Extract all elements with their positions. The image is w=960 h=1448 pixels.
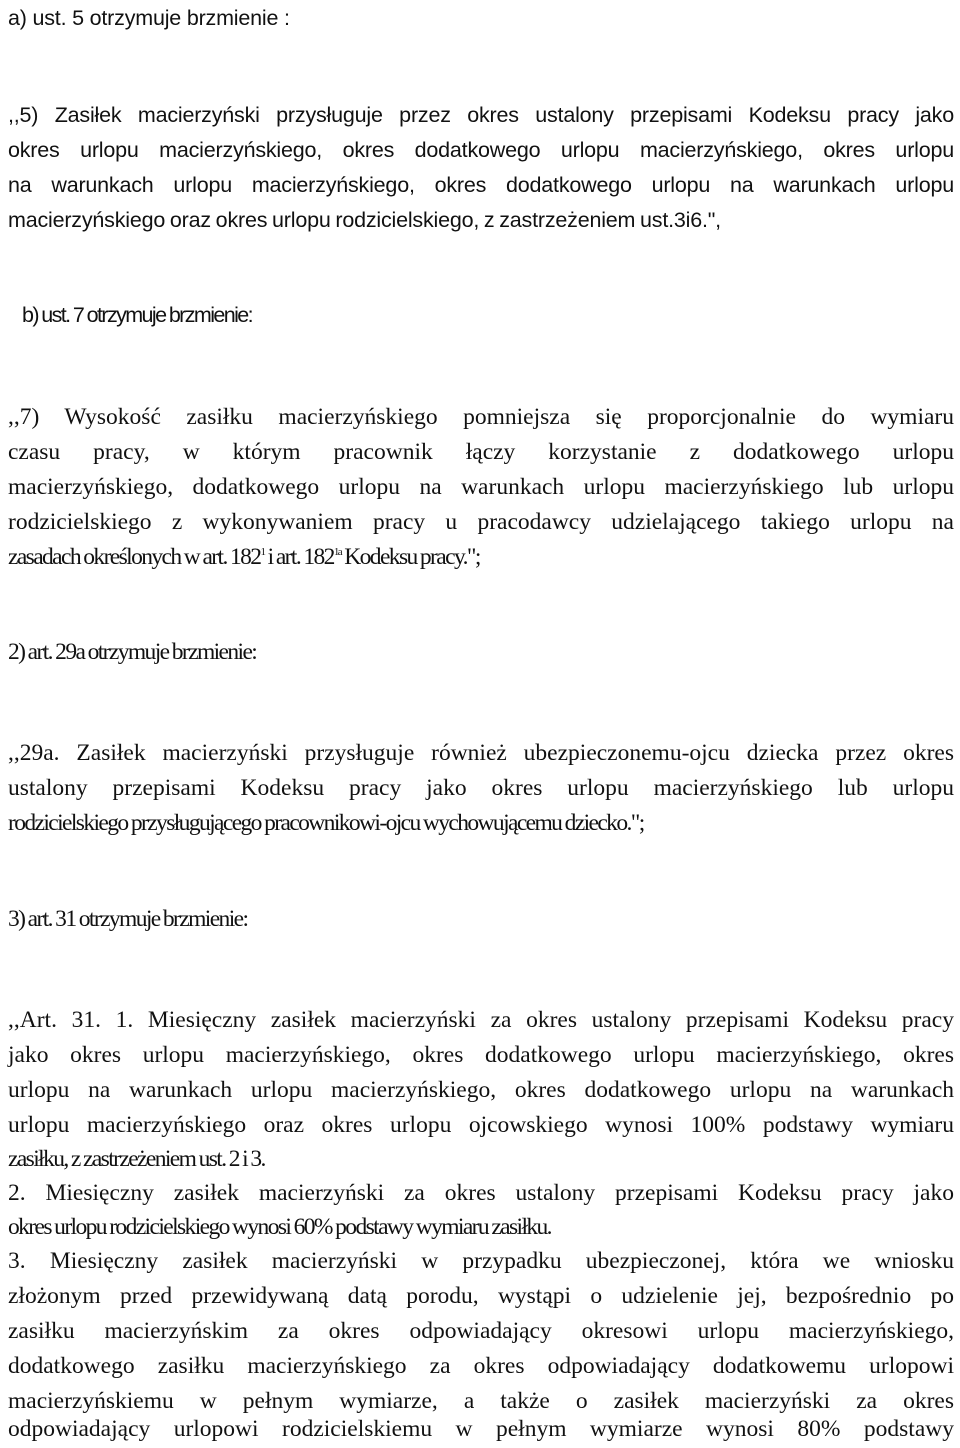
item-b-ref-end: Kodeksu pracy."; [341,544,480,570]
item-3-line-13: odpowiadający urlopowi rodzicielskiemu w pełnym wymiarze wynosi 80% podstawy [8,1416,954,1442]
item-2-line-1: ,,29a. Zasiłek macierzyński przysługuje również ubezpieczonemu-ojcu dziecka przez okres [8,740,954,766]
item-3-line-11: dodatkowego zasiłku macierzyńskiego za okres odpowiadający dodatkowemu urlopowi [8,1353,954,1379]
item-a-line-3: na warunkach urlopu macierzyńskiego, okres dodatkowego urlopu na warunkach urlopu [8,173,954,197]
item-a-line-1: ,,5) Zasiłek macierzyński przysługuje przez okres ustalony przepisami Kodeksu pracy jako [8,103,954,127]
item-a-line-2: okres urlopu macierzyńskiego, okres dodatkowego urlopu macierzyńskiego, okres urlopu [8,138,954,162]
item-3-line-9: złożonym przed przewidywaną datą porodu, wystąpi o udzielenie jej, bezpośrednio po [8,1283,954,1309]
item-b-ref-text: zasadach określonych w art. 182 [8,544,261,570]
item-b-line-2: czasu pracy, w którym pracownik łączy korzystanie z dodatkowego urlopu [8,439,954,465]
item-3-line-8: 3. Miesięczny zasiłek macierzyński w przypadku ubezpieczonej, która we wniosku [8,1248,954,1274]
item-a-line-4: macierzyńskiego oraz okres urlopu rodzicielskiego, z zastrzeżeniem ust.3i6.", [8,208,721,232]
item-b-line-5 [8,542,480,572]
item-2-line-2: ustalony przepisami Kodeksu pracy jako okres urlopu macierzyńskiego lub urlopu [8,775,954,801]
item-3-line-2: jako okres urlopu macierzyńskiego, okres dodatkowego urlopu macierzyńskiego, okres [8,1042,954,1068]
item-b-superscript-1: 1 [260,546,265,558]
item-3-line-6: 2. Miesięczny zasiłek macierzyński za okres ustalony przepisami Kodeksu pracy jako [8,1180,954,1206]
item-3-line-4: urlopu macierzyńskiego oraz okres urlopu ojcowskiego wynosi 100% podstawy wymiaru [8,1112,954,1138]
item-a-heading: a) ust. 5 otrzymuje brzmienie : [8,6,290,30]
item-3-line-3: urlopu na warunkach urlopu macierzyńskiego, okres dodatkowego urlopu na warunkach [8,1077,954,1103]
item-b-ref-middle: i art. 182 [264,544,334,570]
item-2-line-3: rodzicielskiego przysługującego pracownikowi-ojcu wychowującemu dziecko."; [8,810,644,836]
item-2-heading: 2) art. 29a otrzymuje brzmienie: [8,639,257,665]
item-b-line-1: ,,7) Wysokość zasiłku macierzyńskiego pomniejsza się proporcjonalnie do wymiaru [8,404,954,430]
item-3-line-1: ,,Art. 31. 1. Miesięczny zasiłek macierzyński za okres ustalony przepisami Kodeksu pracy [8,1007,954,1033]
item-3-line-10: zasiłku macierzyńskim za okres odpowiadający okresowi urlopu macierzyńskiego, [8,1318,954,1344]
item-3-line-7: okres urlopu rodzicielskiego wynosi 60% podstawy wymiaru zasiłku. [8,1214,551,1240]
item-3-line-12: macierzyńskiemu w pełnym wymiarze, a także o zasiłek macierzyński za okres [8,1388,954,1414]
item-3-line-5: zasiłku, z zastrzeżeniem ust. 2 i 3. [8,1146,265,1172]
item-b-heading-text: b) ust. 7 otrzymuje brzmienie: [22,303,252,327]
item-b-line-3: macierzyńskiego, dodatkowego urlopu na warunkach urlopu macierzyńskiego lub urlopu [8,474,954,500]
item-b-heading [22,300,252,330]
item-b-superscript-2: 1a [333,546,342,558]
item-3-heading: 3) art. 31 otrzymuje brzmienie: [8,906,248,932]
item-b-line-4: rodzicielskiego z wykonywaniem pracy u pracodawcy udzielającego takiego urlopu na [8,509,954,535]
